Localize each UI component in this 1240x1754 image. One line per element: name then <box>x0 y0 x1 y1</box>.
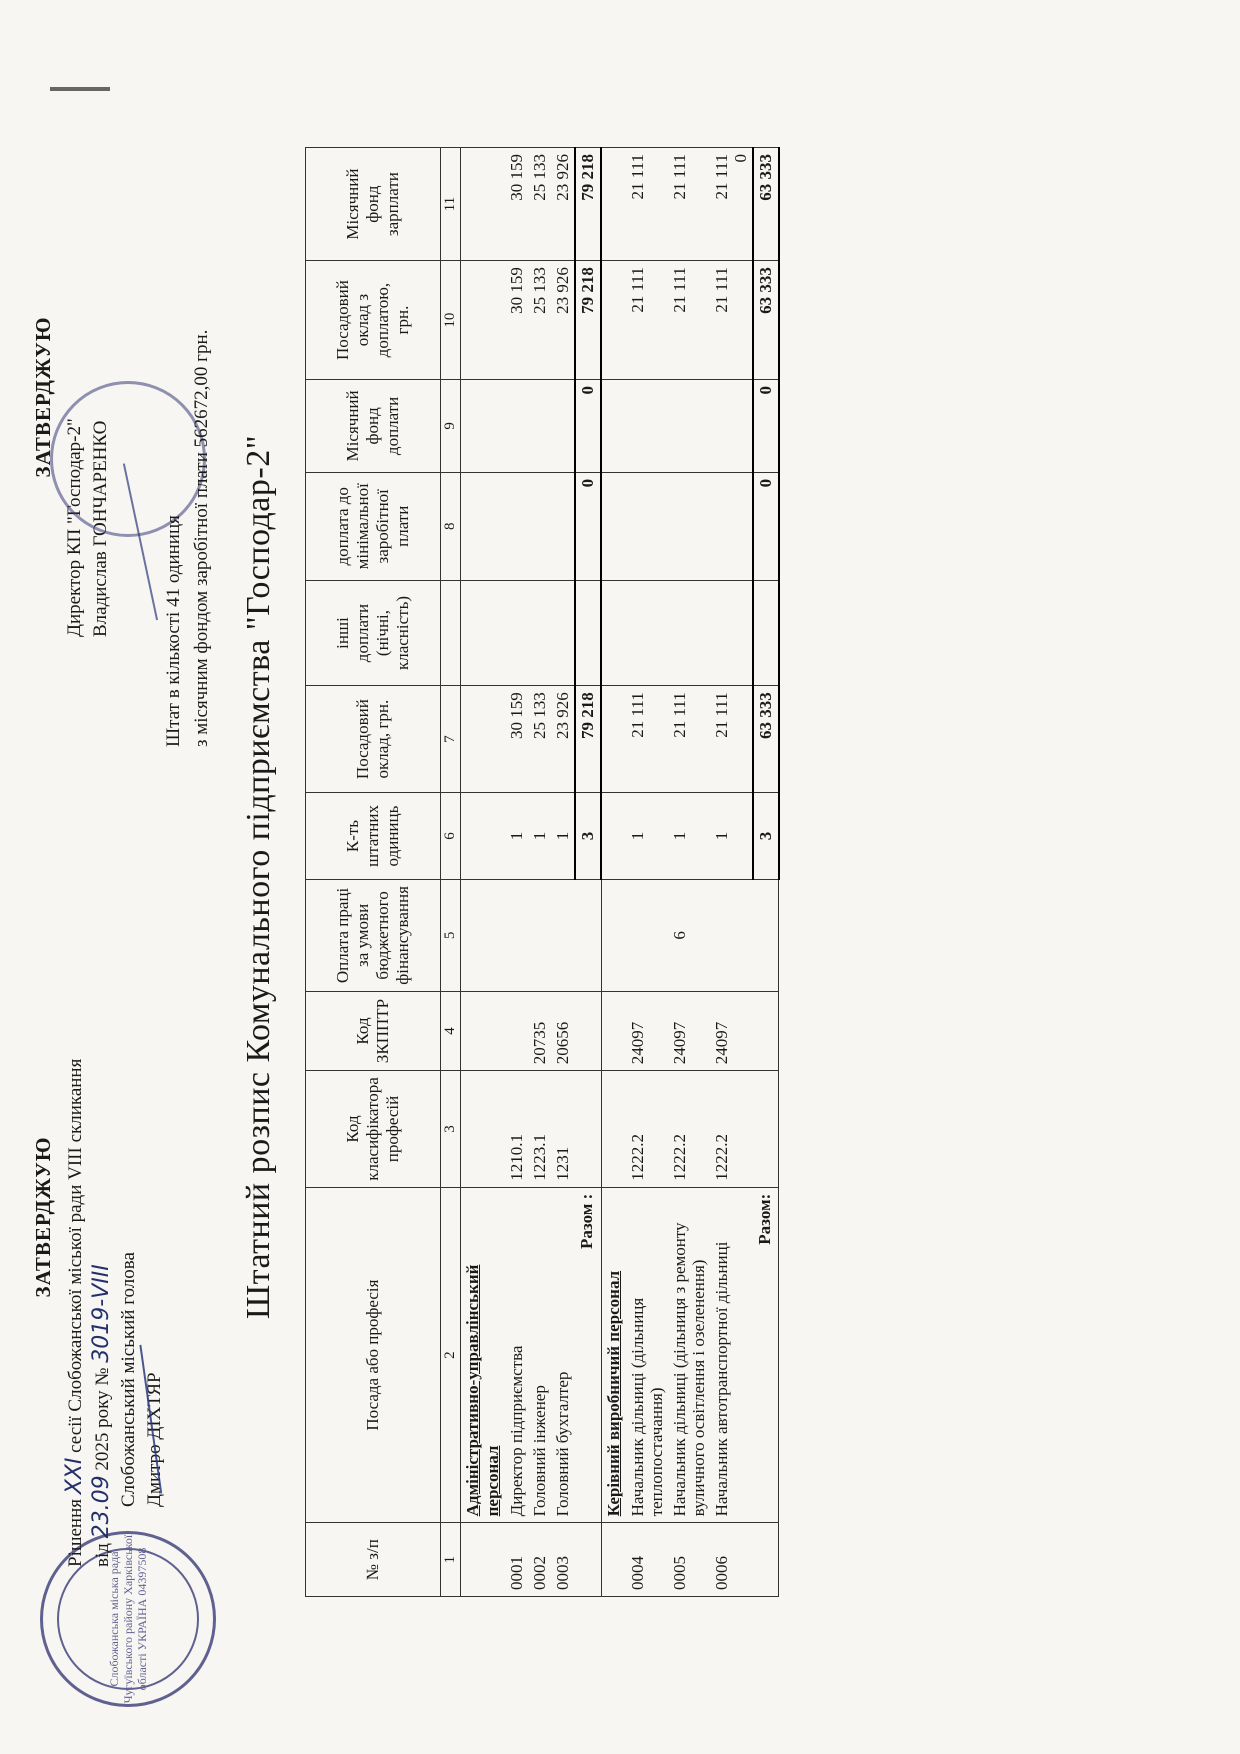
profession-code: 1222.2 <box>710 1071 753 1188</box>
allowance-fund <box>505 379 528 472</box>
staff-table <box>305 147 780 1597</box>
position-name: Головний бухгалтер <box>551 1187 575 1523</box>
table-row <box>626 148 668 1597</box>
decision-label: Рішення <box>65 1499 86 1567</box>
rotated-document <box>20 27 1220 1727</box>
row-number: 0003 <box>551 1523 575 1597</box>
row-number: 0002 <box>528 1523 551 1597</box>
section-total-row <box>753 148 779 1597</box>
total-label: Разом : <box>575 1187 601 1523</box>
total-min-wage: 0 <box>753 472 779 580</box>
position-name: Начальник дільниці (дільниця теплопостачання) <box>626 1187 668 1523</box>
year-label: 2025 року № <box>92 1367 113 1471</box>
monthly-salary-fund: 21 111 <box>626 148 668 261</box>
min-wage-allowance <box>710 472 753 580</box>
column-number-row <box>441 148 461 1597</box>
col-header: Посада або професія <box>306 1187 441 1523</box>
extra-value: 0 <box>730 154 750 163</box>
monthly-fund: з місячним фондом заробітної плати 562672,00 грн. <box>191 329 212 747</box>
section-total-row <box>575 148 601 1597</box>
approval-left-line4: Дмитро ДІХТЯР <box>144 1372 165 1507</box>
position-name: Начальник дільниці (дільниця з ремонту вуличного освітлення і озеленення) <box>668 1187 710 1523</box>
profession-code: 1222.2 <box>626 1071 668 1188</box>
profession-code: 1222.2 <box>668 1071 710 1188</box>
row-number: 0004 <box>626 1523 668 1597</box>
approval-left-line1 <box>62 867 89 1567</box>
col-number: 1 <box>441 1523 461 1597</box>
total-label: Разом: <box>753 1187 779 1523</box>
salary-with-allowance: 25 133 <box>528 261 551 380</box>
monthly-salary-fund: 30 159 <box>505 148 528 261</box>
other-allowances <box>551 580 575 686</box>
base-salary: 21 111 <box>668 686 710 793</box>
total-min-wage: 0 <box>575 472 601 580</box>
staff-units: 1 <box>551 792 575 879</box>
col-header: доплата до мінімальної заробітної плати <box>306 472 441 580</box>
seal-text: Слобожанська міська рада Чугуївського району Харківської області УКРАЇНА 04397508 <box>107 1534 149 1704</box>
monthly-salary-fund: 21 111 <box>668 148 710 261</box>
min-wage-allowance <box>528 472 551 580</box>
min-wage-allowance <box>668 472 710 580</box>
position-name: Директор підприємства <box>505 1187 528 1523</box>
total-salary: 63 333 <box>753 686 779 793</box>
col-number: 11 <box>441 148 461 261</box>
punch-mark <box>50 87 110 91</box>
col-header: інші доплати (нічні, класність) <box>306 580 441 686</box>
salary-with-allowance: 21 111 <box>710 261 753 380</box>
min-wage-allowance <box>551 472 575 580</box>
total-units: 3 <box>575 792 601 879</box>
salary-with-allowance: 21 111 <box>668 261 710 380</box>
profession-code: 1223.1 <box>528 1071 551 1188</box>
table-row <box>710 148 753 1597</box>
budget-pay: 6 <box>668 880 710 992</box>
monthly-salary-fund: 21 111 <box>711 154 731 200</box>
header-row <box>306 148 441 1597</box>
decision-number: 3019-VIII <box>89 1264 114 1363</box>
total-allowance-fund: 0 <box>753 379 779 472</box>
zkpptr-code: 20656 <box>551 991 575 1070</box>
col-number: 4 <box>441 991 461 1070</box>
zkpptr-code: 24097 <box>626 991 668 1070</box>
total-allowance-fund: 0 <box>575 379 601 472</box>
col-number: 7 <box>441 686 461 793</box>
approval-left-line3: Слобожанський міський голова <box>118 1252 139 1507</box>
staff-units: 1 <box>626 792 668 879</box>
monthly-salary-fund: 25 133 <box>528 148 551 261</box>
staff-count: Штат в кількості 41 одиниця <box>163 515 184 747</box>
col-number: 2 <box>441 1187 461 1523</box>
base-salary: 23 926 <box>551 686 575 793</box>
monthly-salary-fund-cell <box>710 148 753 261</box>
approval-right-heading: ЗАТВЕРДЖУЮ <box>31 316 55 478</box>
section-title: Адміністративно-управлінський персонал <box>461 1187 506 1523</box>
budget-pay <box>551 880 575 992</box>
col-header: К-ть штатних одиниць <box>306 792 441 879</box>
budget-pay <box>626 880 668 992</box>
min-wage-allowance <box>626 472 668 580</box>
staff-units: 1 <box>505 792 528 879</box>
total-units: 3 <box>753 792 779 879</box>
base-salary: 30 159 <box>505 686 528 793</box>
table-row <box>668 148 710 1597</box>
zkpptr-code: 24097 <box>668 991 710 1070</box>
col-header: Код ЗКППТР <box>306 991 441 1070</box>
staff-units: 1 <box>668 792 710 879</box>
zkpptr-code <box>505 991 528 1070</box>
decision-text: сесії Слобожанської міської ради VIII скликання <box>65 1058 86 1453</box>
monthly-salary-fund: 23 926 <box>551 148 575 261</box>
salary-with-allowance: 30 159 <box>505 261 528 380</box>
min-wage-allowance <box>505 472 528 580</box>
total-salary-with-allowance: 63 333 <box>753 261 779 380</box>
allowance-fund <box>668 379 710 472</box>
base-salary: 25 133 <box>528 686 551 793</box>
allowance-fund <box>626 379 668 472</box>
budget-pay <box>505 880 528 992</box>
col-header: Оплата праці за умови бюджетного фінансування <box>306 880 441 992</box>
row-number: 0005 <box>668 1523 710 1597</box>
other-allowances <box>710 580 753 686</box>
staff-units: 1 <box>710 792 753 879</box>
profession-code: 1210.1 <box>505 1071 528 1188</box>
total-salary: 79 218 <box>575 686 601 793</box>
col-header: Код класифікатора професій <box>306 1071 441 1188</box>
col-number <box>441 580 461 686</box>
section-row <box>461 148 506 1597</box>
base-salary: 21 111 <box>710 686 753 793</box>
col-header: Місячний фонд зарплати <box>306 148 441 261</box>
approval-right-line1: Директор КП "Господар-2" <box>64 418 85 637</box>
col-number: 10 <box>441 261 461 380</box>
zkpptr-code: 24097 <box>710 991 753 1070</box>
decision-date: 23.09 <box>89 1475 114 1539</box>
position-name: Начальник автотранспортної дільниці <box>710 1187 753 1523</box>
zkpptr-code: 20735 <box>528 991 551 1070</box>
section-row <box>601 148 626 1597</box>
total-monthly-fund: 63 333 <box>753 148 779 261</box>
budget-pay <box>528 880 551 992</box>
allowance-fund <box>528 379 551 472</box>
budget-pay <box>710 880 753 992</box>
table-row <box>551 148 575 1597</box>
other-allowances <box>626 580 668 686</box>
salary-with-allowance: 21 111 <box>626 261 668 380</box>
page-title: Штатний розпис Комунального підприємства "Господар-2" <box>240 434 277 1320</box>
col-number: 3 <box>441 1071 461 1188</box>
table-row <box>505 148 528 1597</box>
profession-code: 1231 <box>551 1071 575 1188</box>
col-number: 9 <box>441 379 461 472</box>
section-title: Керівний виробничий персонал <box>601 1187 626 1523</box>
fund-info <box>160 87 216 747</box>
col-number: 5 <box>441 880 461 992</box>
salary-with-allowance: 23 926 <box>551 261 575 380</box>
col-number: 6 <box>441 792 461 879</box>
header-area <box>20 27 230 1727</box>
total-salary-with-allowance: 79 218 <box>575 261 601 380</box>
table-row <box>528 148 551 1597</box>
other-allowances <box>528 580 551 686</box>
col-header: Посадовий оклад, грн. <box>306 686 441 793</box>
staff-units: 1 <box>528 792 551 879</box>
approval-left-line2 <box>89 867 116 1567</box>
allowance-fund <box>710 379 753 472</box>
approval-right-line2: Владислав ГОНЧАРЕНКО <box>90 420 111 637</box>
other-allowances <box>668 580 710 686</box>
allowance-fund <box>551 379 575 472</box>
session-number: XXI <box>62 1457 87 1495</box>
col-header: № з/п <box>306 1523 441 1597</box>
position-name: Головний інженер <box>528 1187 551 1523</box>
col-number: 8 <box>441 472 461 580</box>
row-number: 0006 <box>710 1523 753 1597</box>
col-header: Посадовий оклад з доплатою, грн. <box>306 261 441 380</box>
base-salary: 21 111 <box>626 686 668 793</box>
other-allowances <box>505 580 528 686</box>
col-header: Місячний фонд доплати <box>306 379 441 472</box>
approval-left-heading: ЗАТВЕРДЖУЮ <box>31 1136 55 1298</box>
total-monthly-fund: 79 218 <box>575 148 601 261</box>
row-number: 0001 <box>505 1523 528 1597</box>
date-label: від <box>92 1543 113 1567</box>
